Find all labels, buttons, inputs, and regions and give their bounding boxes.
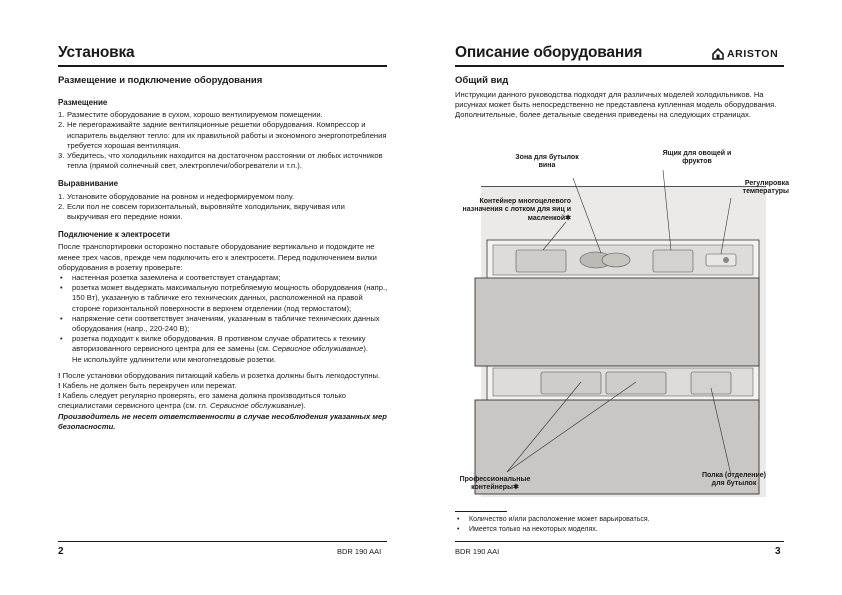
label-wine-zone: Зона для бутылок вина bbox=[515, 154, 579, 170]
label-vegetable-box: Ящик для овощей и фруктов bbox=[662, 150, 732, 166]
page-title: Описание оборудования bbox=[455, 44, 643, 61]
egg-container bbox=[516, 250, 566, 272]
warning: ! Кабель следует регулярно проверять, его замена должна производиться только специалистами сервисного центра (см. гл. Сервисное обслуживание). bbox=[58, 391, 347, 411]
footer-rule bbox=[58, 541, 387, 542]
brand-name: ARISTON bbox=[727, 48, 779, 60]
star-mark: ✱ bbox=[565, 214, 571, 222]
vegetable-box bbox=[653, 250, 693, 272]
upper-drawer-front bbox=[475, 278, 759, 366]
list-item: • Количество и/или расположение может варьироваться. bbox=[457, 516, 650, 523]
page-title: Установка bbox=[58, 44, 135, 61]
list-item: 2. Не перегораживайте задние вентиляционные решетки оборудования. Компрессор и испаритель выделяют тепло: для их правильной работы и экономного энергопотребления требуется хорошая вентиляция. bbox=[58, 120, 387, 150]
list-item: 2. Если пол не совсем горизонтальный, выровняйте холодильник, вкручивая или выкручивая его передние ножки. bbox=[58, 201, 345, 222]
electric-heading: Подключение к электросети bbox=[58, 230, 170, 240]
list-item: 1. Установите оборудование на ровном и недеформируемом полу. bbox=[58, 191, 294, 201]
page-number: 3 bbox=[775, 546, 781, 557]
star-mark: ✱ bbox=[513, 484, 519, 492]
thermostat bbox=[706, 254, 736, 266]
electric-intro: После транспортировки осторожно поставьте оборудование вертикально и подождите не менее трех часов, прежде чем подключить его к электросети. Перед подключением вилки оборудования в розетку проверьте: bbox=[58, 242, 377, 272]
footnotes bbox=[455, 515, 785, 534]
list-item: 3. Убедитесь, что холодильник находится на достаточном расстоянии от любых источников тепла (прямой солнечный свет, электроплечи/обогреватели и т.п.). bbox=[58, 151, 383, 171]
thermostat-knob bbox=[723, 257, 729, 263]
intro-text: Инструкции данного руководства подходят для различных моделей холодильников. На рисунках может быть непосредственно не представлена купленная модель оборудования. Дополнительные, более детальные сведения приведены на следующих страницах. bbox=[455, 90, 777, 120]
liability-note: Производитель не несет ответственности в случае несоблюдения указанных мер безопасности. bbox=[58, 411, 387, 431]
warning: ! Кабель не должен быть перекручен или пережат. bbox=[58, 381, 237, 391]
placement-heading: Размещение bbox=[58, 98, 108, 107]
page-number: 2 bbox=[58, 546, 64, 557]
list-item: • напряжение сети соответствует значениям, указанным в табличке технических данных оборудования (напр., 220-240 В); bbox=[60, 313, 380, 334]
list-item: • настенная розетка заземлена и соответствует стандартам; bbox=[60, 273, 281, 283]
warning: ! После установки оборудования питающий кабель и розетка должны быть легкодоступны. bbox=[58, 370, 381, 380]
list-item: • розетка может выдержать максимальную потребляемую мощность оборудования (напр., 150 Вт), указанную в табличке его технических данных, расположенной на правой стороне горизонтальной поверхности в верхнем отделении (под термостатом); bbox=[60, 283, 388, 313]
list-item: • розетка подходит к вилке оборудования. В противном случае обратитесь к технику авторизованного сервисного центра для ее замены (см. Сервисное обслуживание). Не используйте удлинители или многогнездовые розетки. bbox=[60, 334, 368, 364]
label-pro-containers: Профессиональные контейнеры✱ bbox=[459, 476, 531, 492]
left-body bbox=[58, 92, 388, 432]
wine-bottles bbox=[602, 253, 630, 267]
pro-container bbox=[541, 372, 601, 394]
house-icon bbox=[712, 48, 724, 60]
model-name: BDR 190 AAI bbox=[337, 547, 382, 556]
title-rule bbox=[455, 65, 784, 67]
label-thermostat: Регулировка температуры bbox=[742, 180, 789, 196]
bottle-shelf bbox=[691, 372, 731, 394]
model-name: BDR 190 AAI bbox=[455, 547, 500, 556]
label-egg-container: Контейнер многоцелевого назначения с лотком для яиц и масленкой✱ bbox=[462, 198, 571, 222]
label-bottle-shelf: Полка (отделение) для бутылок bbox=[701, 472, 767, 488]
title-rule bbox=[58, 65, 387, 67]
right-page bbox=[421, 0, 842, 595]
section-subtitle: Общий вид bbox=[455, 75, 509, 86]
footer-rule bbox=[455, 541, 784, 542]
section-subtitle: Размещение и подключение оборудования bbox=[58, 75, 263, 86]
list-item: 1. Разместите оборудование в сухом, хорошо вентилируемом помещении. bbox=[58, 110, 323, 120]
notes-rule bbox=[455, 511, 507, 512]
pro-container bbox=[606, 372, 666, 394]
list-item: • Имеется только на некоторых моделях. bbox=[457, 525, 598, 533]
leveling-heading: Выравнивание bbox=[58, 179, 119, 189]
brand-logo bbox=[712, 48, 778, 60]
